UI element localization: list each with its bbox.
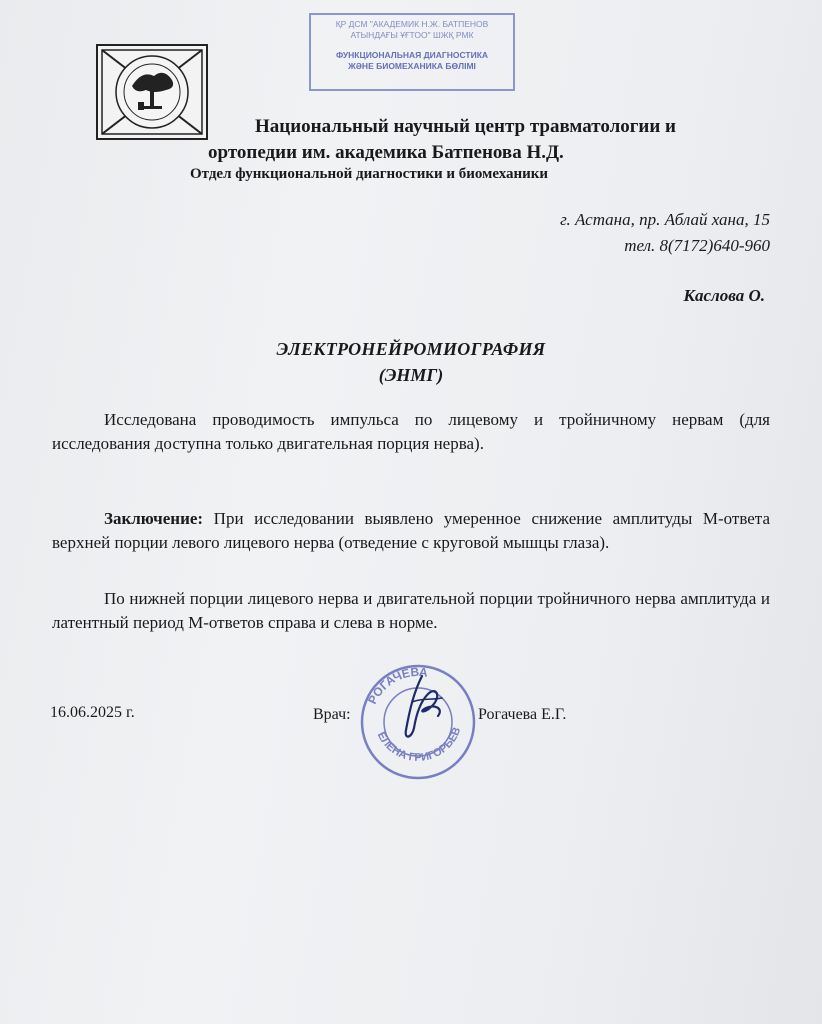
- phone-number: тел. 8(7172)640-960: [624, 236, 770, 255]
- address: г. Астана, пр. Аблай хана, 15: [560, 210, 770, 229]
- conclusion-text: При исследовании выявлено умеренное снижение амплитуды М-ответа верхней порции левого лицевого нерва (отведение с круговой мышцы глаза).: [52, 509, 770, 552]
- organization-name-line-1: Национальный научный центр травматологии и: [255, 116, 676, 137]
- doctor-name: Рогачева Е.Г.: [478, 706, 567, 723]
- doctor-signature: [392, 672, 452, 746]
- stamp-line-3: ФУНКЦИОНАЛЬНАЯ ДИАГНОСТИКА: [335, 50, 489, 60]
- conclusion-label: Заключение:: [104, 509, 204, 528]
- additional-findings: По нижней порции лицевого нерва и двигательной порции тройничного нерва амплитуда и латентный период М-ответов справа и слева в норме.: [52, 589, 770, 632]
- svg-text:ЕЛЕНА ГРИГОРЬЕВНА: ЕЛЕНА ГРИГОРЬЕВ: [374, 725, 464, 764]
- organization-name-line-2: ортопедии им. академика Батпенова Н.Д.: [208, 142, 564, 163]
- stamp-line-4: ЖӘНЕ БИОМЕХАНИКА БӨЛІМІ: [348, 61, 476, 71]
- study-description: Исследована проводимость импульса по лицевому и тройничному нервам (для исследования доступна только двигательная порция нерва).: [52, 410, 770, 453]
- report-subtitle: (ЭНМГ): [378, 365, 444, 385]
- report-date: 16.06.2025 г.: [50, 704, 135, 721]
- institution-logo: [96, 44, 208, 140]
- doctor-label: Врач:: [313, 706, 351, 723]
- report-title: ЭЛЕКТРОНЕЙРОМИОГРАФИЯ: [276, 339, 546, 359]
- patient-name: Каслова О.: [683, 286, 765, 305]
- svg-text:РОГАЧЕВА: РОГАЧЕВА: [365, 664, 429, 707]
- department-stamp: [309, 13, 515, 91]
- department-name: Отдел функциональной диагностики и биомеханики: [190, 166, 549, 182]
- conclusion-paragraph: [52, 507, 770, 555]
- stamp-line-1: ҚР ДСМ "АКАДЕМИК Н.Ж. БАТПЕНОВ: [335, 19, 489, 29]
- stamp-line-2: АТЫНДАҒЫ ҰҒТОО" ШЖҚ РМК: [350, 30, 474, 40]
